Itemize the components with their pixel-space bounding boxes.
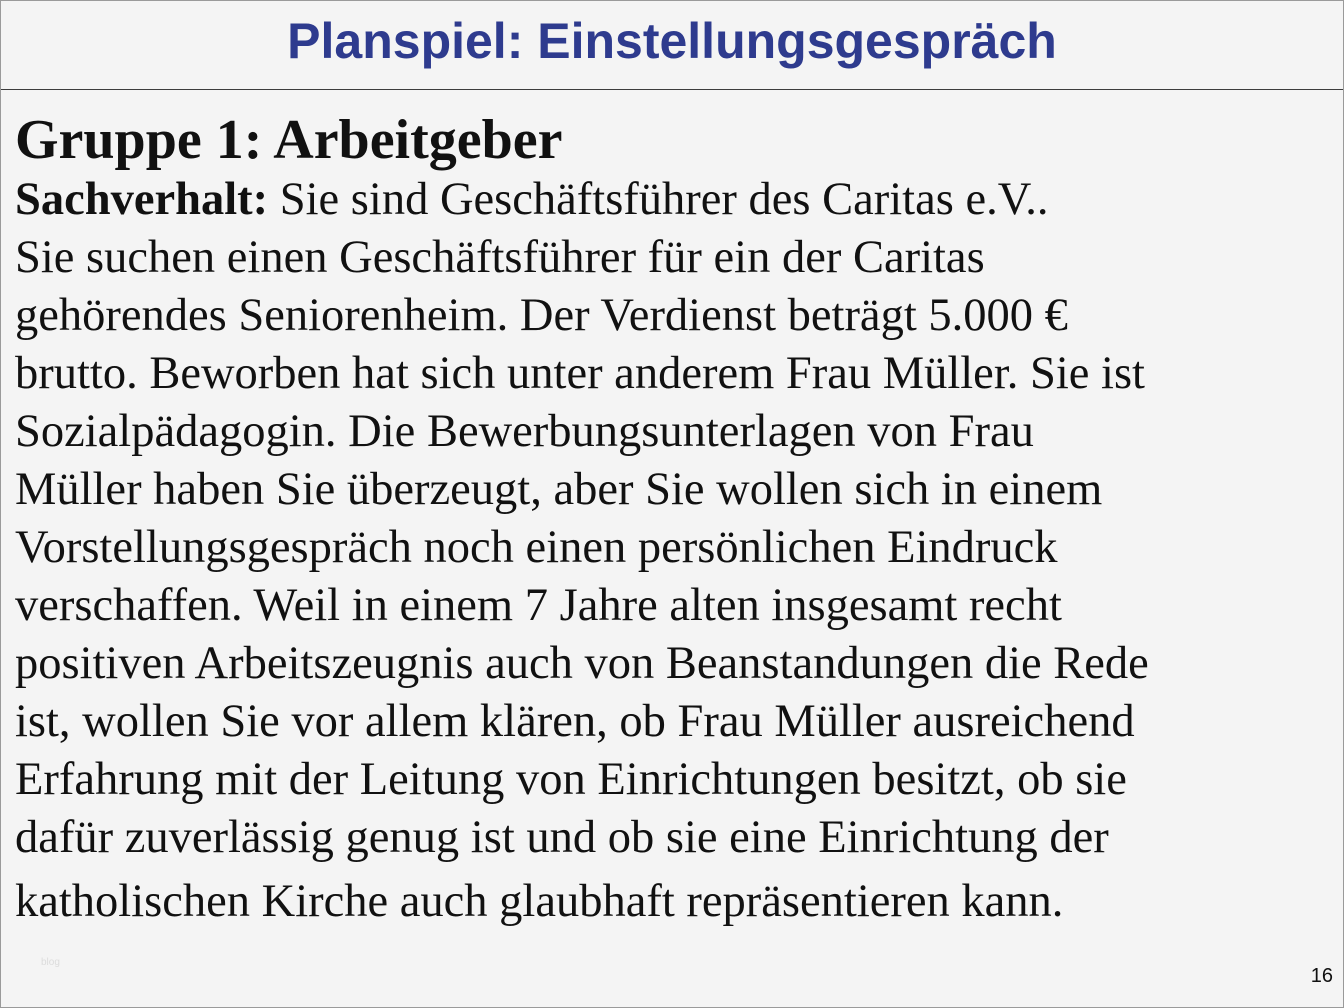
text-line: katholischen Kirche auch glaubhaft repräsentieren kann. xyxy=(15,876,1064,927)
case-description xyxy=(15,171,1335,931)
text-line: Sie suchen einen Geschäftsführer für ein der Caritas xyxy=(15,232,985,283)
text-line: verschaffen. Weil in einem 7 Jahre alten insgesamt recht xyxy=(15,580,1062,631)
text-line: dafür zuverlässig genug ist und ob sie eine Einrichtung der xyxy=(15,812,1109,863)
sachverhalt-label: Sachverhalt: xyxy=(15,174,269,225)
text-line-fragment: Sie sind Geschäftsführer des Caritas e.V.. xyxy=(268,174,1049,225)
text-line: positiven Arbeitszeugnis auch von Beanstandungen die Rede xyxy=(15,638,1149,689)
text-line: ist, wollen Sie vor allem klären, ob Frau Müller ausreichend xyxy=(15,696,1135,747)
slide-title: Planspiel: Einstellungsgespräch xyxy=(287,13,1057,69)
title-bar xyxy=(1,1,1343,90)
text-line: Müller haben Sie überzeugt, aber Sie wollen sich in einem xyxy=(15,464,1103,515)
text-line: Vorstellungsgespräch noch einen persönlichen Eindruck xyxy=(15,522,1058,573)
text-line: Erfahrung mit der Leitung von Einrichtungen besitzt, ob sie xyxy=(15,754,1127,805)
text-line: Sozialpädagogin. Die Bewerbungsunterlagen von Frau xyxy=(15,406,1034,457)
group-heading: Gruppe 1: Arbeitgeber xyxy=(15,109,563,171)
text-line: brutto. Beworben hat sich unter anderem Frau Müller. Sie ist xyxy=(15,348,1145,399)
watermark: blog xyxy=(41,957,60,968)
page-number: 16 xyxy=(1310,965,1333,987)
text-line xyxy=(15,171,1335,229)
slide-content xyxy=(15,109,1335,931)
text-line: gehörendes Seniorenheim. Der Verdienst beträgt 5.000 € xyxy=(15,290,1068,341)
